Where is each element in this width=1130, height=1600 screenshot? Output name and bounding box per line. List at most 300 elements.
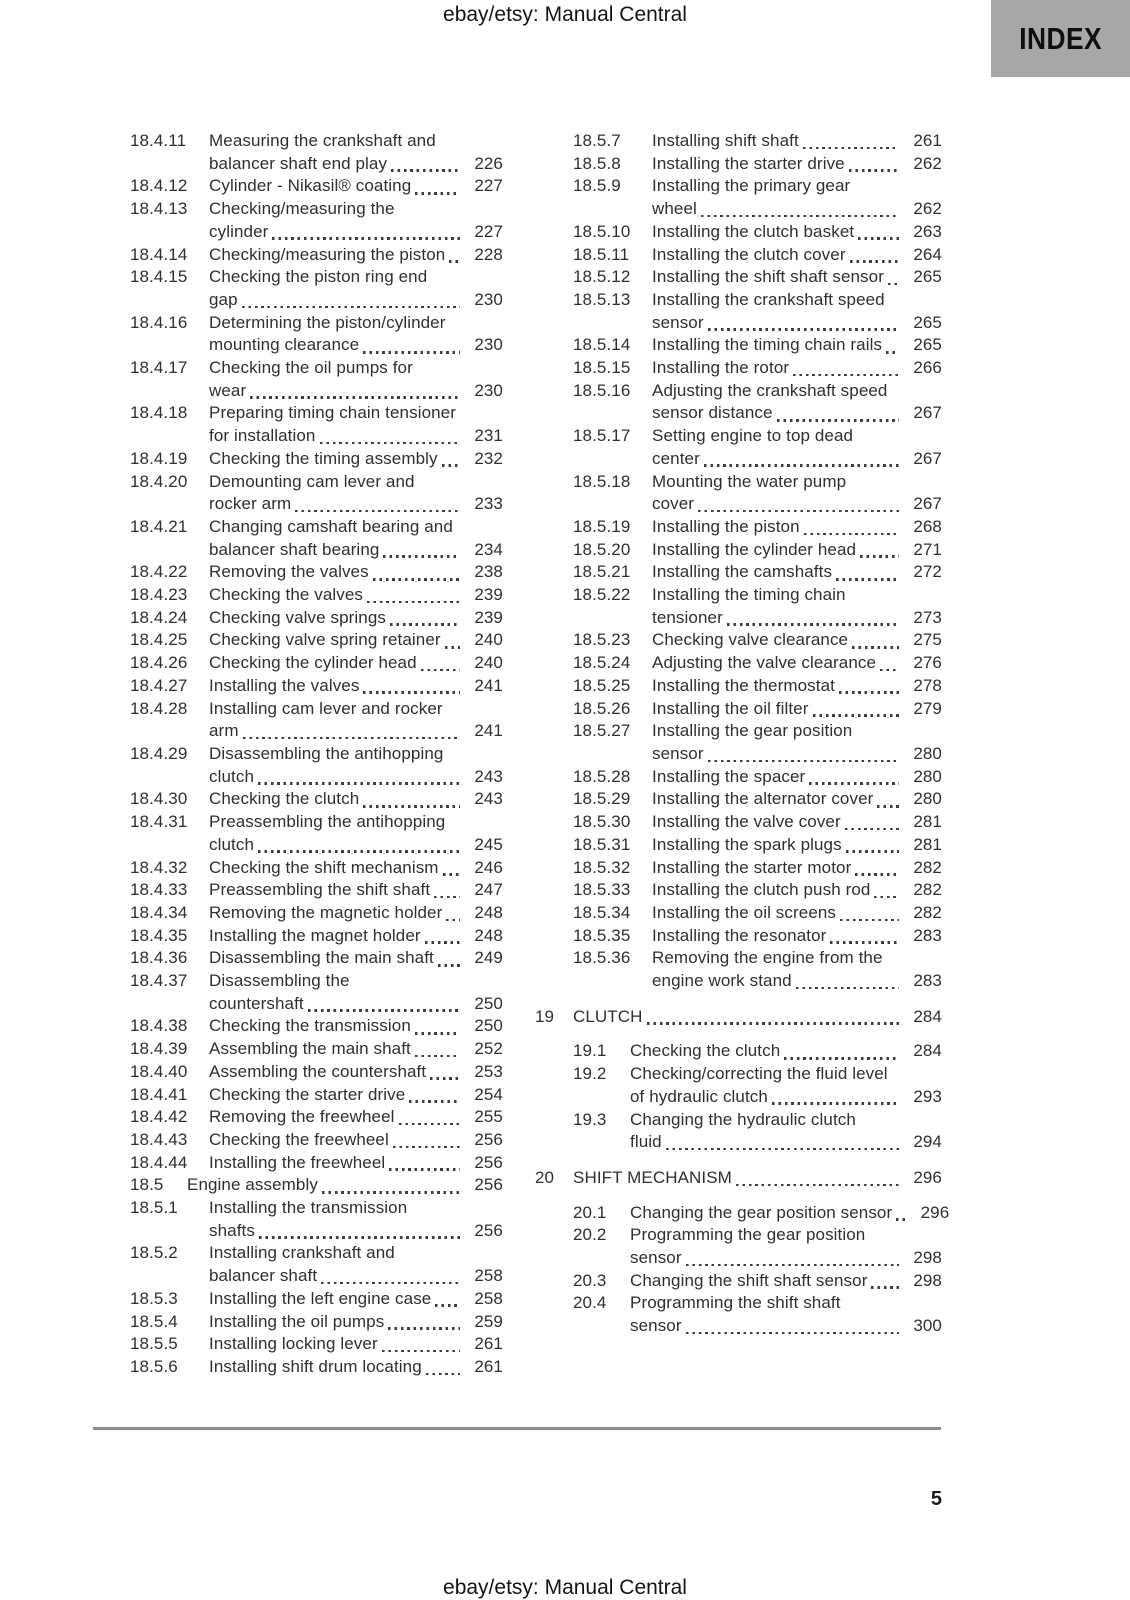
toc-entry <box>535 1006 942 1029</box>
entry-line <box>652 244 942 267</box>
leader-dots <box>250 396 460 399</box>
entry-line <box>209 175 503 198</box>
entry-body <box>630 1063 942 1108</box>
entry-title-text: Checking the timing assembly <box>209 448 438 468</box>
entry-page-number: 253 <box>474 1061 503 1081</box>
entry-body <box>209 561 503 584</box>
toc-entry <box>573 1202 950 1225</box>
entry-number: 18.5.8 <box>573 153 621 173</box>
entry-line <box>630 1202 950 1225</box>
toc-entry <box>130 357 503 402</box>
entry-line <box>652 743 942 766</box>
entry-line <box>630 1270 942 1293</box>
entry-page-number: 272 <box>913 562 942 582</box>
entry-line <box>209 584 503 607</box>
entry-number: 18.5.34 <box>573 902 631 922</box>
entry-page-number: 256 <box>474 1175 503 1195</box>
entry-number: 18.5.11 <box>573 244 630 264</box>
entry-title-text: Installing the oil pumps <box>209 1311 385 1331</box>
toc-entry <box>130 879 503 902</box>
entry-title-text: Installing shift drum locating <box>209 1356 422 1376</box>
entry-title-text: Installing the clutch basket <box>652 221 855 241</box>
entry-title-text: Checking/correcting the fluid level <box>630 1064 888 1084</box>
entry-title-text: Checking the cylinder head <box>209 653 417 673</box>
entry-line <box>209 652 503 675</box>
entry-page-number: 293 <box>913 1086 942 1106</box>
entry-number: 18.5.5 <box>130 1334 178 1354</box>
entry-title-text: Installing the gear position <box>652 721 853 741</box>
leader-dots <box>796 987 899 990</box>
entry-page-number: 227 <box>474 221 503 241</box>
entry-line <box>652 130 942 153</box>
entry-page-number: 234 <box>474 539 503 559</box>
entry-page-number: 241 <box>474 721 503 741</box>
leader-dots <box>445 646 460 649</box>
entry-title-text: fluid <box>630 1132 662 1152</box>
toc-entry <box>130 1174 503 1197</box>
entry-title-text: Checking/measuring the piston <box>209 244 446 264</box>
entry-title-text: Installing the timing chain rails <box>652 335 883 355</box>
entry-body <box>209 1356 503 1379</box>
leader-dots <box>363 351 460 354</box>
leader-dots <box>363 691 460 694</box>
entry-body <box>209 175 503 198</box>
entry-body <box>652 244 942 267</box>
entry-body <box>652 766 942 789</box>
entry-body <box>209 1106 503 1129</box>
entry-title-text: CLUTCH <box>573 1006 643 1026</box>
entry-line <box>209 516 503 539</box>
entry-line <box>209 402 503 425</box>
leader-dots <box>855 873 899 876</box>
entry-number: 18.4.44 <box>130 1152 188 1172</box>
entry-body <box>209 266 503 311</box>
entry-number: 18.5.9 <box>573 176 621 196</box>
toc-entry <box>573 698 942 721</box>
entry-number: 18.4.33 <box>130 880 188 900</box>
toc-entry <box>573 584 942 629</box>
footer-title: ebay/etsy: Manual Central <box>443 1576 687 1599</box>
entry-page-number: 281 <box>913 812 942 832</box>
entry-page-number: 282 <box>913 880 942 900</box>
entry-page-number: 248 <box>474 925 503 945</box>
entry-title-text: Installing the magnet holder <box>209 925 421 945</box>
entry-line <box>209 198 503 221</box>
entry-line <box>209 993 503 1016</box>
entry-title-text: of hydraulic clutch <box>630 1086 768 1106</box>
entry-body <box>209 130 503 175</box>
entry-line <box>652 493 942 516</box>
entry-page-number: 279 <box>913 698 942 718</box>
entry-body <box>652 811 942 834</box>
entry-body <box>209 879 503 902</box>
toc-entry <box>130 1106 503 1129</box>
entry-number: 18.4.19 <box>130 448 188 468</box>
toc-entry <box>573 902 942 925</box>
entry-page-number: 280 <box>913 766 942 786</box>
entry-page-number: 264 <box>913 244 942 264</box>
entry-title-text: Installing the clutch push rod <box>652 880 871 900</box>
entry-body <box>652 334 942 357</box>
entry-page-number: 265 <box>913 267 942 287</box>
entry-number: 18.4.32 <box>130 857 188 877</box>
entry-number: 20.4 <box>573 1293 607 1313</box>
toc-entry <box>130 970 503 1015</box>
entry-title-text: Installing the timing chain <box>652 585 846 605</box>
entry-page-number: 243 <box>474 789 503 809</box>
entry-body <box>630 1224 942 1269</box>
toc-entry <box>130 516 503 561</box>
leader-dots <box>272 237 460 240</box>
entry-line <box>652 561 942 584</box>
entry-page-number: 265 <box>913 335 942 355</box>
entry-line <box>652 834 942 857</box>
entry-page-number: 275 <box>913 630 942 650</box>
entry-number: 18.5.35 <box>573 925 631 945</box>
entry-line <box>630 1040 942 1063</box>
toc-entry <box>573 1292 942 1337</box>
entry-number: 18.4.35 <box>130 925 188 945</box>
entry-body <box>209 629 503 652</box>
entry-line <box>630 1292 942 1315</box>
entry-line <box>209 561 503 584</box>
entry-title-text: Installing cam lever and rocker <box>209 698 443 718</box>
leader-dots <box>383 555 460 558</box>
entry-title-text: Disassembling the antihopping <box>209 743 444 763</box>
entry-page-number: 282 <box>913 902 942 922</box>
entry-page-number: 298 <box>913 1248 942 1268</box>
toc-entry <box>130 788 503 811</box>
toc-entry <box>130 743 503 788</box>
entry-number: 19.1 <box>573 1041 607 1061</box>
entry-body <box>209 698 503 743</box>
toc-entry <box>573 834 942 857</box>
entry-number: 20 <box>535 1167 555 1187</box>
entry-line <box>209 334 503 357</box>
toc-entry <box>573 629 942 652</box>
entry-page-number: 250 <box>474 1016 503 1036</box>
entry-number: 18.5.1 <box>130 1198 178 1218</box>
leader-dots <box>772 1102 899 1105</box>
toc-entry <box>130 175 503 198</box>
entry-line <box>209 244 503 267</box>
entry-number: 18.4.17 <box>130 358 188 378</box>
toc-entry <box>130 1061 503 1084</box>
toc-entry <box>130 1038 503 1061</box>
toc-entry <box>573 652 942 675</box>
entry-line <box>652 902 942 925</box>
leader-dots <box>259 1236 460 1239</box>
entry-number: 18.5.15 <box>573 358 631 378</box>
entry-line <box>209 788 503 811</box>
entry-line <box>209 312 503 335</box>
entry-body <box>209 471 503 516</box>
entry-number: 19.3 <box>573 1109 607 1129</box>
entry-page-number: 298 <box>913 1270 942 1290</box>
leader-dots <box>373 578 460 581</box>
entry-number: 18.5.10 <box>573 221 631 241</box>
entry-page-number: 276 <box>913 653 942 673</box>
entry-number: 18.5.28 <box>573 766 631 786</box>
entry-body <box>652 902 942 925</box>
toc-entry <box>573 130 942 153</box>
entry-body <box>209 1242 503 1287</box>
entry-page-number: 245 <box>474 834 503 854</box>
entry-number: 18.4.28 <box>130 698 188 718</box>
entry-page-number: 273 <box>913 607 942 627</box>
entry-title-text: Installing the spacer <box>652 766 806 786</box>
leader-dots <box>308 1009 460 1012</box>
entry-title-text: Removing the magnetic holder <box>209 902 443 922</box>
entry-line <box>209 607 503 630</box>
entry-title-text: Changing camshaft bearing and <box>209 516 453 536</box>
entry-body <box>209 1197 503 1242</box>
entry-body <box>209 857 503 880</box>
entry-body <box>652 947 942 992</box>
entry-title-text: Adjusting the crankshaft speed <box>652 380 888 400</box>
entry-line <box>652 652 942 675</box>
toc-entry <box>130 266 503 311</box>
entry-line <box>209 1106 503 1129</box>
entry-title-text: Assembling the main shaft <box>209 1039 411 1059</box>
entry-line <box>209 1311 503 1334</box>
leader-dots <box>830 941 899 944</box>
toc-entry <box>573 561 942 584</box>
entry-title-text: Disassembling the <box>209 971 350 991</box>
entry-body <box>209 198 503 243</box>
entry-title-text: tensioner <box>652 607 723 627</box>
entry-number: 18.5.2 <box>130 1243 178 1263</box>
entry-title-text: Installing the starter drive <box>652 153 845 173</box>
entry-page-number: 265 <box>913 312 942 332</box>
entry-title-text: arm <box>209 721 239 741</box>
entry-line <box>209 1015 503 1038</box>
toc-entry <box>573 766 942 789</box>
entry-body <box>630 1270 942 1293</box>
entry-title-text: Installing the rotor <box>652 358 790 378</box>
toc-entry <box>130 1152 503 1175</box>
entry-title-text: Installing the freewheel <box>209 1152 386 1172</box>
entry-number: 18.5.29 <box>573 789 631 809</box>
entry-title-text: rocker arm <box>209 494 292 514</box>
entry-body <box>630 1202 950 1225</box>
entry-body <box>652 788 942 811</box>
entry-title-text: Demounting cam lever and <box>209 471 415 491</box>
entry-body <box>652 834 942 857</box>
entry-page-number: 243 <box>474 766 503 786</box>
leader-dots <box>430 1077 460 1080</box>
entry-line <box>209 1084 503 1107</box>
entry-line <box>209 380 503 403</box>
entry-number: 18.4.15 <box>130 267 188 287</box>
entry-line <box>209 902 503 925</box>
entry-title-text: clutch <box>209 766 255 786</box>
entry-title-text: Measuring the crankshaft and <box>209 131 436 150</box>
entry-page-number: 300 <box>913 1316 942 1336</box>
leader-dots <box>434 896 460 899</box>
entry-page-number: 256 <box>474 1152 503 1172</box>
footer-divider <box>93 1427 941 1430</box>
entry-line <box>209 266 503 289</box>
entry-page-number: 262 <box>913 199 942 219</box>
toc-entry <box>573 720 942 765</box>
entry-title-text: Removing the engine from the <box>652 948 883 968</box>
entry-title-text: clutch <box>209 834 255 854</box>
toc-entry <box>130 1311 503 1334</box>
toc-entry <box>130 698 503 743</box>
leader-dots <box>390 623 460 626</box>
entry-page-number: 226 <box>474 153 503 173</box>
entry-number: 18.5.7 <box>573 131 621 150</box>
entry-page-number: 239 <box>474 607 503 627</box>
entry-line <box>652 221 942 244</box>
entry-title-text: Checking/measuring the <box>209 199 395 219</box>
toc-entry <box>573 471 942 516</box>
entry-title-text: Checking valve springs <box>209 607 387 627</box>
toc-entry <box>573 857 942 880</box>
entry-page-number: 255 <box>474 1107 503 1127</box>
entry-page-number: 294 <box>913 1132 942 1152</box>
entry-title-text: Installing the piston <box>652 516 800 536</box>
entry-body <box>652 879 942 902</box>
entry-line <box>652 698 942 721</box>
entry-title-text: Changing the hydraulic clutch <box>630 1109 856 1129</box>
entry-title-text: Checking the starter drive <box>209 1084 406 1104</box>
entry-page-number: 271 <box>913 539 942 559</box>
entry-line <box>209 448 503 471</box>
entry-body <box>209 743 503 788</box>
entry-body <box>652 652 942 675</box>
entry-title-text: Installing the thermostat <box>652 675 835 695</box>
entry-title-text: countershaft <box>209 993 304 1013</box>
entry-line <box>652 334 942 357</box>
entry-title-text: Installing the alternator cover <box>652 789 874 809</box>
toc-entry <box>130 402 503 447</box>
toc-entry <box>573 1040 942 1063</box>
entry-line <box>652 516 942 539</box>
entry-title-text: Installing the left engine case <box>209 1288 432 1308</box>
entry-line <box>209 629 503 652</box>
entry-page-number: 261 <box>913 131 942 150</box>
entry-body <box>209 970 503 1015</box>
toc-entry <box>130 471 503 516</box>
entry-number: 18.4.14 <box>130 244 188 264</box>
entry-page-number: 254 <box>474 1084 503 1104</box>
entry-page-number: 283 <box>913 925 942 945</box>
entry-number: 18.4.20 <box>130 471 188 491</box>
entry-line <box>652 198 942 221</box>
entry-number: 18.4.22 <box>130 562 188 582</box>
entry-line <box>652 539 942 562</box>
entry-line <box>209 1356 503 1379</box>
entry-body <box>652 425 942 470</box>
toc-entry <box>130 198 503 243</box>
entry-title-text: engine work stand <box>652 971 792 991</box>
entry-title-text: Preassembling the shift shaft <box>209 880 431 900</box>
entry-number: 20.1 <box>573 1202 607 1222</box>
leader-dots <box>409 1100 460 1103</box>
entry-number: 18.4.29 <box>130 743 188 763</box>
entry-title-text: sensor <box>652 312 704 332</box>
entry-line <box>209 947 503 970</box>
toc-entry <box>573 1270 942 1293</box>
toc-entry <box>130 1288 503 1311</box>
entry-line <box>209 698 503 721</box>
entry-number: 18.5.32 <box>573 857 631 877</box>
entry-title-text: Engine assembly <box>187 1175 318 1195</box>
entry-page-number: 228 <box>474 244 503 264</box>
entry-body <box>630 1040 942 1063</box>
leader-dots <box>426 1373 460 1376</box>
entry-title-text: Installing shift shaft <box>652 131 799 150</box>
entry-title-text: Installing the valves <box>209 675 360 695</box>
entry-page-number: 240 <box>474 653 503 673</box>
entry-number: 18.5 <box>130 1175 164 1195</box>
leader-dots <box>435 1304 460 1307</box>
entry-body <box>209 402 503 447</box>
entry-title-text: Checking the freewheel <box>209 1129 389 1149</box>
entry-title-text: wear <box>209 380 247 400</box>
toc-entry <box>130 607 503 630</box>
entry-number: 18.4.12 <box>130 176 188 196</box>
toc-entry <box>573 334 942 357</box>
entry-line <box>652 925 942 948</box>
entry-number: 18.5.30 <box>573 812 631 832</box>
toc-entry <box>130 1129 503 1152</box>
leader-dots <box>446 919 460 922</box>
entry-body <box>209 1015 503 1038</box>
leader-dots <box>852 646 899 649</box>
entry-line <box>652 720 942 743</box>
entry-line <box>209 221 503 244</box>
leader-dots <box>367 601 460 604</box>
entry-title-text: Preassembling the antihopping <box>209 812 446 832</box>
entry-body <box>209 675 503 698</box>
leader-dots <box>388 1327 460 1330</box>
leader-dots <box>846 850 899 853</box>
entry-number: 18.5.3 <box>130 1288 178 1308</box>
entry-line <box>652 629 942 652</box>
leader-dots <box>836 578 899 581</box>
entry-body <box>652 221 942 244</box>
entry-page-number: 232 <box>474 448 503 468</box>
leader-dots <box>320 442 461 445</box>
entry-page-number: 250 <box>474 993 503 1013</box>
entry-body <box>209 1311 503 1334</box>
entry-title-text: Checking the valves <box>209 585 364 605</box>
toc-column-right <box>535 130 950 1338</box>
leader-dots <box>295 510 460 513</box>
entry-line <box>209 834 503 857</box>
entry-body <box>187 1174 503 1197</box>
leader-dots <box>777 419 899 422</box>
leader-dots <box>363 805 460 808</box>
entry-title-text: Checking the oil pumps for <box>209 358 413 378</box>
entry-number: 18.5.27 <box>573 721 631 741</box>
entry-body <box>652 130 942 153</box>
entry-title-text: wheel <box>652 199 697 219</box>
leader-dots <box>443 873 460 876</box>
leader-dots <box>393 1146 460 1149</box>
leader-dots <box>258 782 460 785</box>
entry-number: 18.5.23 <box>573 630 631 650</box>
entry-title-text: Cylinder - Nikasil® coating <box>209 176 412 196</box>
entry-line <box>209 1152 503 1175</box>
entry-page-number: 231 <box>474 426 503 446</box>
entry-title-text: Installing the clutch cover <box>652 244 846 264</box>
toc-entry <box>573 1063 942 1108</box>
entry-line <box>652 153 942 176</box>
